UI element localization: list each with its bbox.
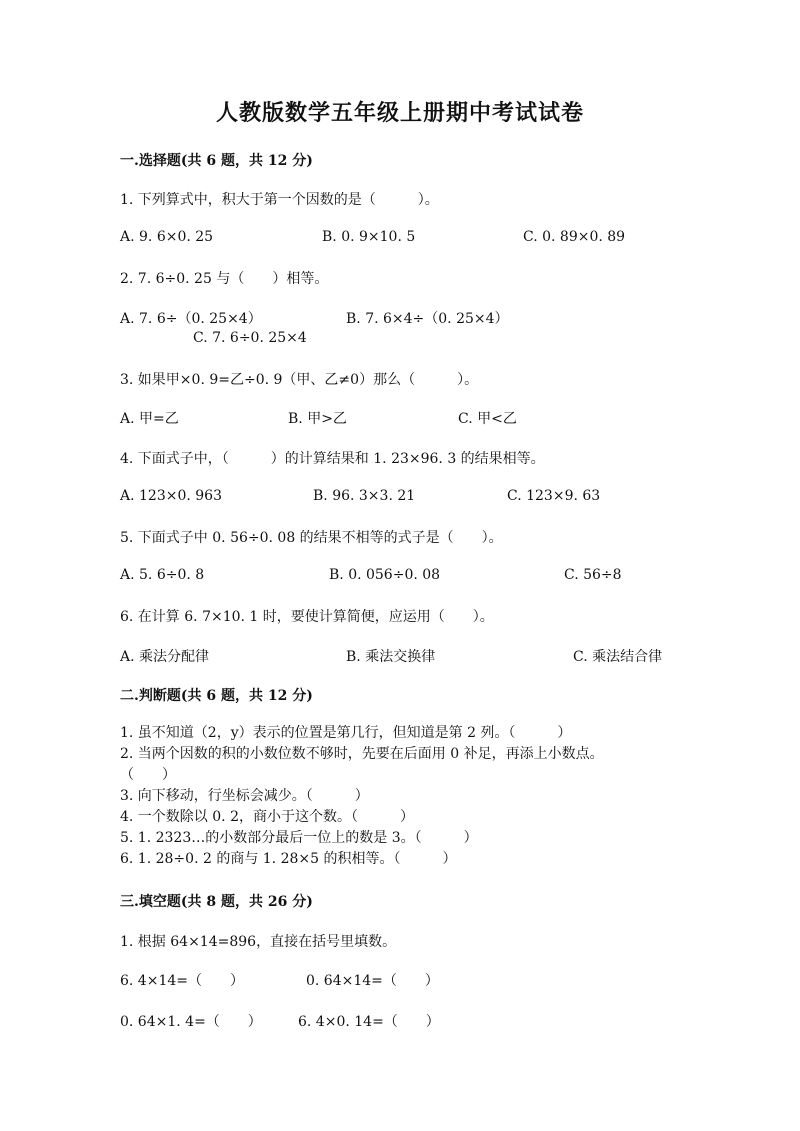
option-c: C. 甲<乙 [458, 411, 517, 427]
question-text: 4. 下面式子中，（ ）的计算结果和 1. 23×96. 3 的结果相等。 [120, 451, 545, 467]
judgment-item-continuation: （ ） [120, 767, 176, 783]
option-b: B. 7. 6×4÷（0. 25×4） [346, 311, 509, 327]
section-heading-judgment: 二.判断题(共 6 题，共 12 分) [120, 688, 313, 704]
option-b: B. 乘法交换律 [346, 649, 436, 665]
option-c: C. 乘法结合律 [573, 649, 663, 665]
judgment-item: 2. 当两个因数的积的小数位数不够时，先要在后面用 0 补足，再添上小数点。 [120, 746, 604, 762]
option-c: C. 7. 6÷0. 25×4 [193, 330, 307, 346]
judgment-item: 4. 一个数除以 0. 2，商小于这个数。（ ） [120, 809, 414, 825]
question-text: 3. 如果甲×0. 9=乙÷0. 9（甲、乙≠0）那么（ ）。 [120, 372, 479, 388]
option-a: A. 7. 6÷（0. 25×4） [120, 311, 262, 327]
option-a: A. 乘法分配律 [120, 649, 210, 665]
judgment-item: 5. 1. 2323…的小数部分最后一位上的数是 3。（ ） [120, 830, 478, 846]
judgment-item: 6. 1. 28÷0. 2 的商与 1. 28×5 的积相等。（ ） [120, 851, 457, 867]
question-text: 1. 根据 64×14=896，直接在括号里填数。 [120, 934, 397, 950]
option-c: C. 56÷8 [564, 567, 622, 583]
page-title: 人教版数学五年级上册期中考试试卷 [215, 100, 584, 126]
option-a: A. 甲=乙 [120, 411, 179, 427]
option-b: B. 甲>乙 [288, 411, 347, 427]
option-a: A. 5. 6÷0. 8 [120, 567, 205, 583]
question-text: 2. 7. 6÷0. 25 与（ ）相等。 [120, 271, 329, 287]
question-text: 5. 下面式子中 0. 56÷0. 08 的结果不相等的式子是（ ）。 [120, 530, 503, 546]
question-text: 1. 下列算式中，积大于第一个因数的是（ ）。 [120, 192, 439, 208]
judgment-item: 3. 向下移动，行坐标会减少。（ ） [120, 788, 369, 804]
option-b: B. 0. 9×10. 5 [322, 229, 416, 245]
option-c: C. 0. 89×0. 89 [523, 229, 626, 245]
fill-blank: 0. 64×1. 4=（ ） [120, 1014, 262, 1030]
fill-blank: 0. 64×14=（ ） [306, 973, 439, 989]
option-c: C. 123×9. 63 [507, 488, 601, 504]
fill-blank: 6. 4×14=（ ） [120, 973, 244, 989]
section-heading-fill: 三.填空题(共 8 题，共 26 分) [120, 894, 313, 910]
option-b: B. 0. 056÷0. 08 [329, 567, 441, 583]
section-heading-choice: 一.选择题(共 6 题，共 12 分) [120, 153, 313, 169]
question-text: 6. 在计算 6. 7×10. 1 时，要使计算简便，应运用（ ）。 [120, 609, 494, 625]
option-a: A. 123×0. 963 [120, 488, 222, 504]
option-b: B. 96. 3×3. 21 [313, 488, 416, 504]
fill-blank: 6. 4×0. 14=（ ） [298, 1014, 440, 1030]
option-a: A. 9. 6×0. 25 [120, 229, 214, 245]
judgment-item: 1. 虽不知道（2，y）表示的位置是第几行，但知道是第 2 列。（ ） [120, 725, 572, 741]
